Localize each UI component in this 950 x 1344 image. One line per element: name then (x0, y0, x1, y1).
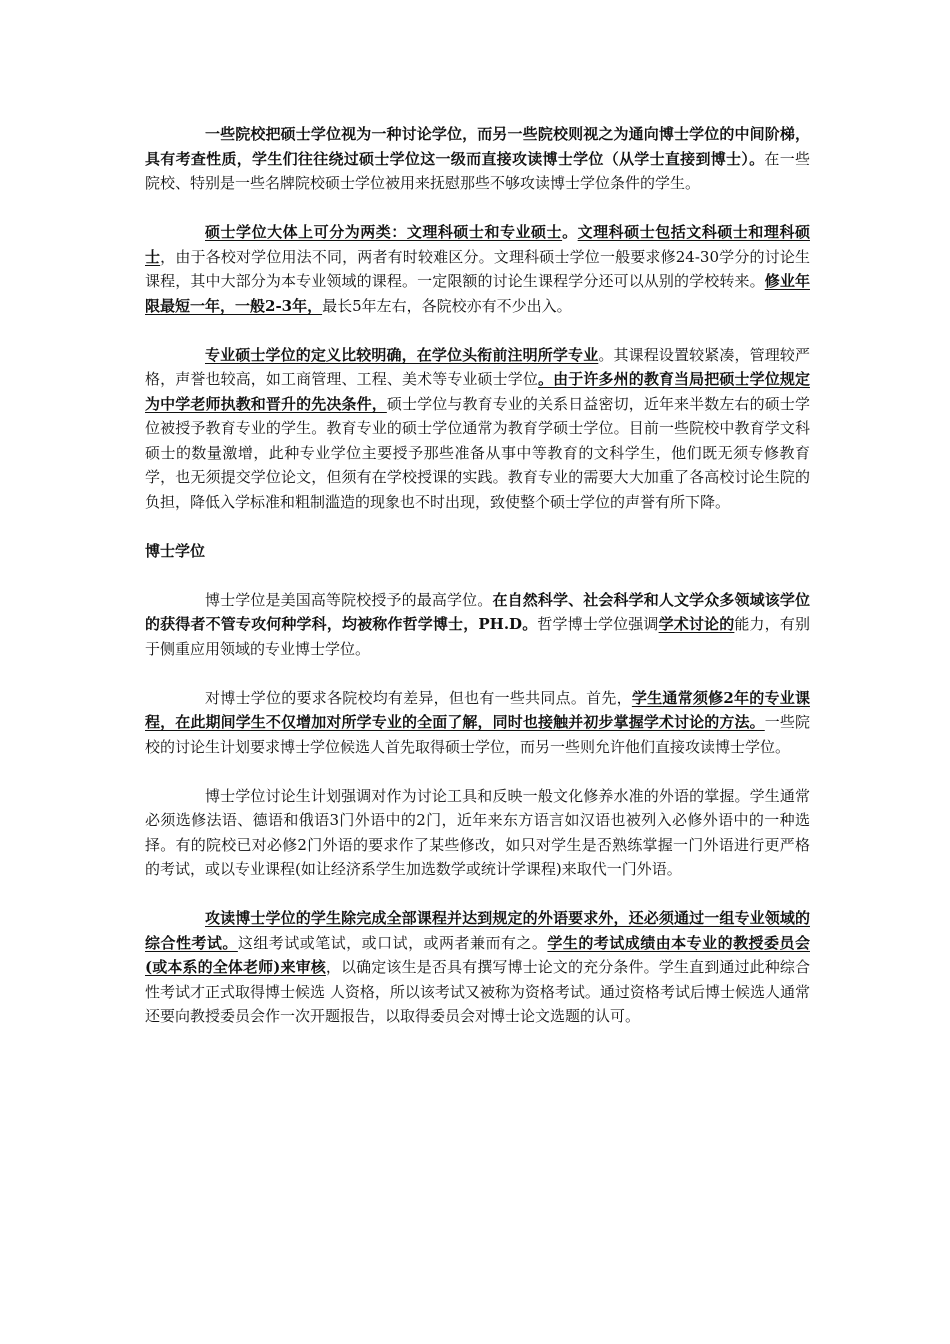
section-heading: 博士学位 (145, 541, 206, 560)
body-text: ，以确定该生是否具有撰写博士论文的充分条件。学生直到通过此种综合性考试才正式取得博士候选 人资格，所以该考试又被称为资格考试。通过资格考试后博士候选人通常还要向教授委员会作一次开题报告，以取得委员会对博士论文选题的认可。 (145, 958, 810, 1025)
paragraph-doctorate-intro (145, 588, 810, 662)
body-text: 最长5年左右，各院校亦有不少出入。 (322, 296, 572, 315)
body-text: 对博士学位的要求各院校均有差异，但也有一些共同点。首先， (205, 688, 632, 707)
body-text: 博士学位是美国高等院校授予的最高学位。 (205, 590, 493, 609)
body-text: 这组考试或笔试，或口试，或两者兼而有之。 (237, 933, 548, 952)
body-text: ，由于各校对学位用法不同，两者有时较难区分。文理科硕士学位一般要求修24-30学分的讨论生课程，其中大部分为本专业领域的课程。一定限额的讨论生课程学分还可以从别的学校转来。 (145, 247, 810, 290)
body-text: 硕士学位与教育专业的关系日益密切，近年来半数左右的硕士学位被授予教育专业的学生。教育专业的硕士学位通常为教育学硕士学位。目前一些院校中教育学文科硕士的数量激增，此种专业学位主要授予那些准备从事中等教育的文科学生，他们既无须专修教育学，也无须提交学位论文，但须有在学校授课的实践。教育专业的需要大大加重了各高校讨论生院的负担，降低入学标准和粗制滥造的现象也不时出现，致使整个硕士学位的声誉有所下降。 (145, 394, 810, 511)
body-text: 博士学位讨论生计划强调对作为讨论工具和反映一般文化修养水准的外语的掌握。学生通常必须选修法语、德语和俄语3门外语中的2门，近年来东方语言如汉语也被列入必修外语中的一种选择。有的院校已对必修2门外语的要求作了某些修改，如只对学生是否熟练掌握一门外语进行更严格的考试，或以专业课程(如让经济系学生加选数学或统计学课程)来取代一门外语。 (145, 786, 810, 878)
document-page (145, 122, 810, 1053)
paragraph-qualifying-exam (145, 906, 810, 1029)
emphasis-text: 在自然科学、社会科学和人文学众多领域该学位的获得者不管专攻何种学科，均被称作哲学博士，PH.D。 (145, 590, 810, 633)
emphasis-text: 一些院校把硕士学位视为一种讨论学位，而另一些院校则视之为通向博士学位的中间阶梯，具有考查性质，学生们往往绕过硕士学位这一级而直接攻读博士学位（从学士直接到博士）。 (145, 125, 810, 168)
underlined-emphasis-text: 攻读博士学位的学生除完成全部课程并达到规定的外语要求外，还必须通过一组专业领域的综合性考试。 (145, 909, 810, 952)
paragraph-masters-types (145, 220, 810, 318)
underlined-emphasis-text: 学生的考试成绩由本专业的教授委员会(或本系的全体老师)来审核 (145, 933, 810, 976)
paragraph-foreign-language (145, 784, 810, 882)
underlined-emphasis-text: 硕士学位大体上可分为两类：文理科硕士和专业硕士 (205, 223, 563, 241)
paragraph-doctorate-requirements (145, 686, 810, 760)
underlined-emphasis-text: 修业年限最短一年，一般2-3年， (145, 272, 810, 315)
body-text: 在一些院校、特别是一些名牌院校硕士学位被用来抚慰那些不够攻读博士学位条件的学生。 (145, 149, 810, 192)
underlined-emphasis-text: 学术讨论的 (658, 615, 735, 633)
underlined-emphasis-text: 文理科硕士包括文科硕士和理科硕士 (145, 223, 810, 266)
paragraph-professional-masters (145, 343, 810, 515)
body-text: 哲学博士学位强调 (537, 615, 659, 633)
underlined-emphasis-text: 学生通常须修2年的专业课程，在此期间学生不仅增加对所学专业的全面了解，同时也接触并初步掌握学术讨论的方法。 (145, 688, 810, 731)
underlined-emphasis-text: 。由于许多州的教育当局把硕士学位规定为中学老师执教和晋升的先决条件， (145, 370, 810, 413)
paragraph-masters-role (145, 122, 810, 196)
body-text: 。其课程设置较紧凑，管理较严格，声誉也较高，如工商管理、工程、美术等专业硕士学位 (145, 345, 810, 388)
body-text: 能力，有别于侧重应用领域的专业博士学位。 (145, 615, 810, 658)
body-text: 一些院校的讨论生计划要求博士学位候选人首先取得硕士学位，而另一些则允许他们直接攻读博士学位。 (145, 713, 810, 756)
emphasis-text: 。 (562, 223, 578, 241)
underlined-emphasis-text: 专业硕士学位的定义比较明确，在学位头衔前注明所学专业 (205, 345, 599, 364)
